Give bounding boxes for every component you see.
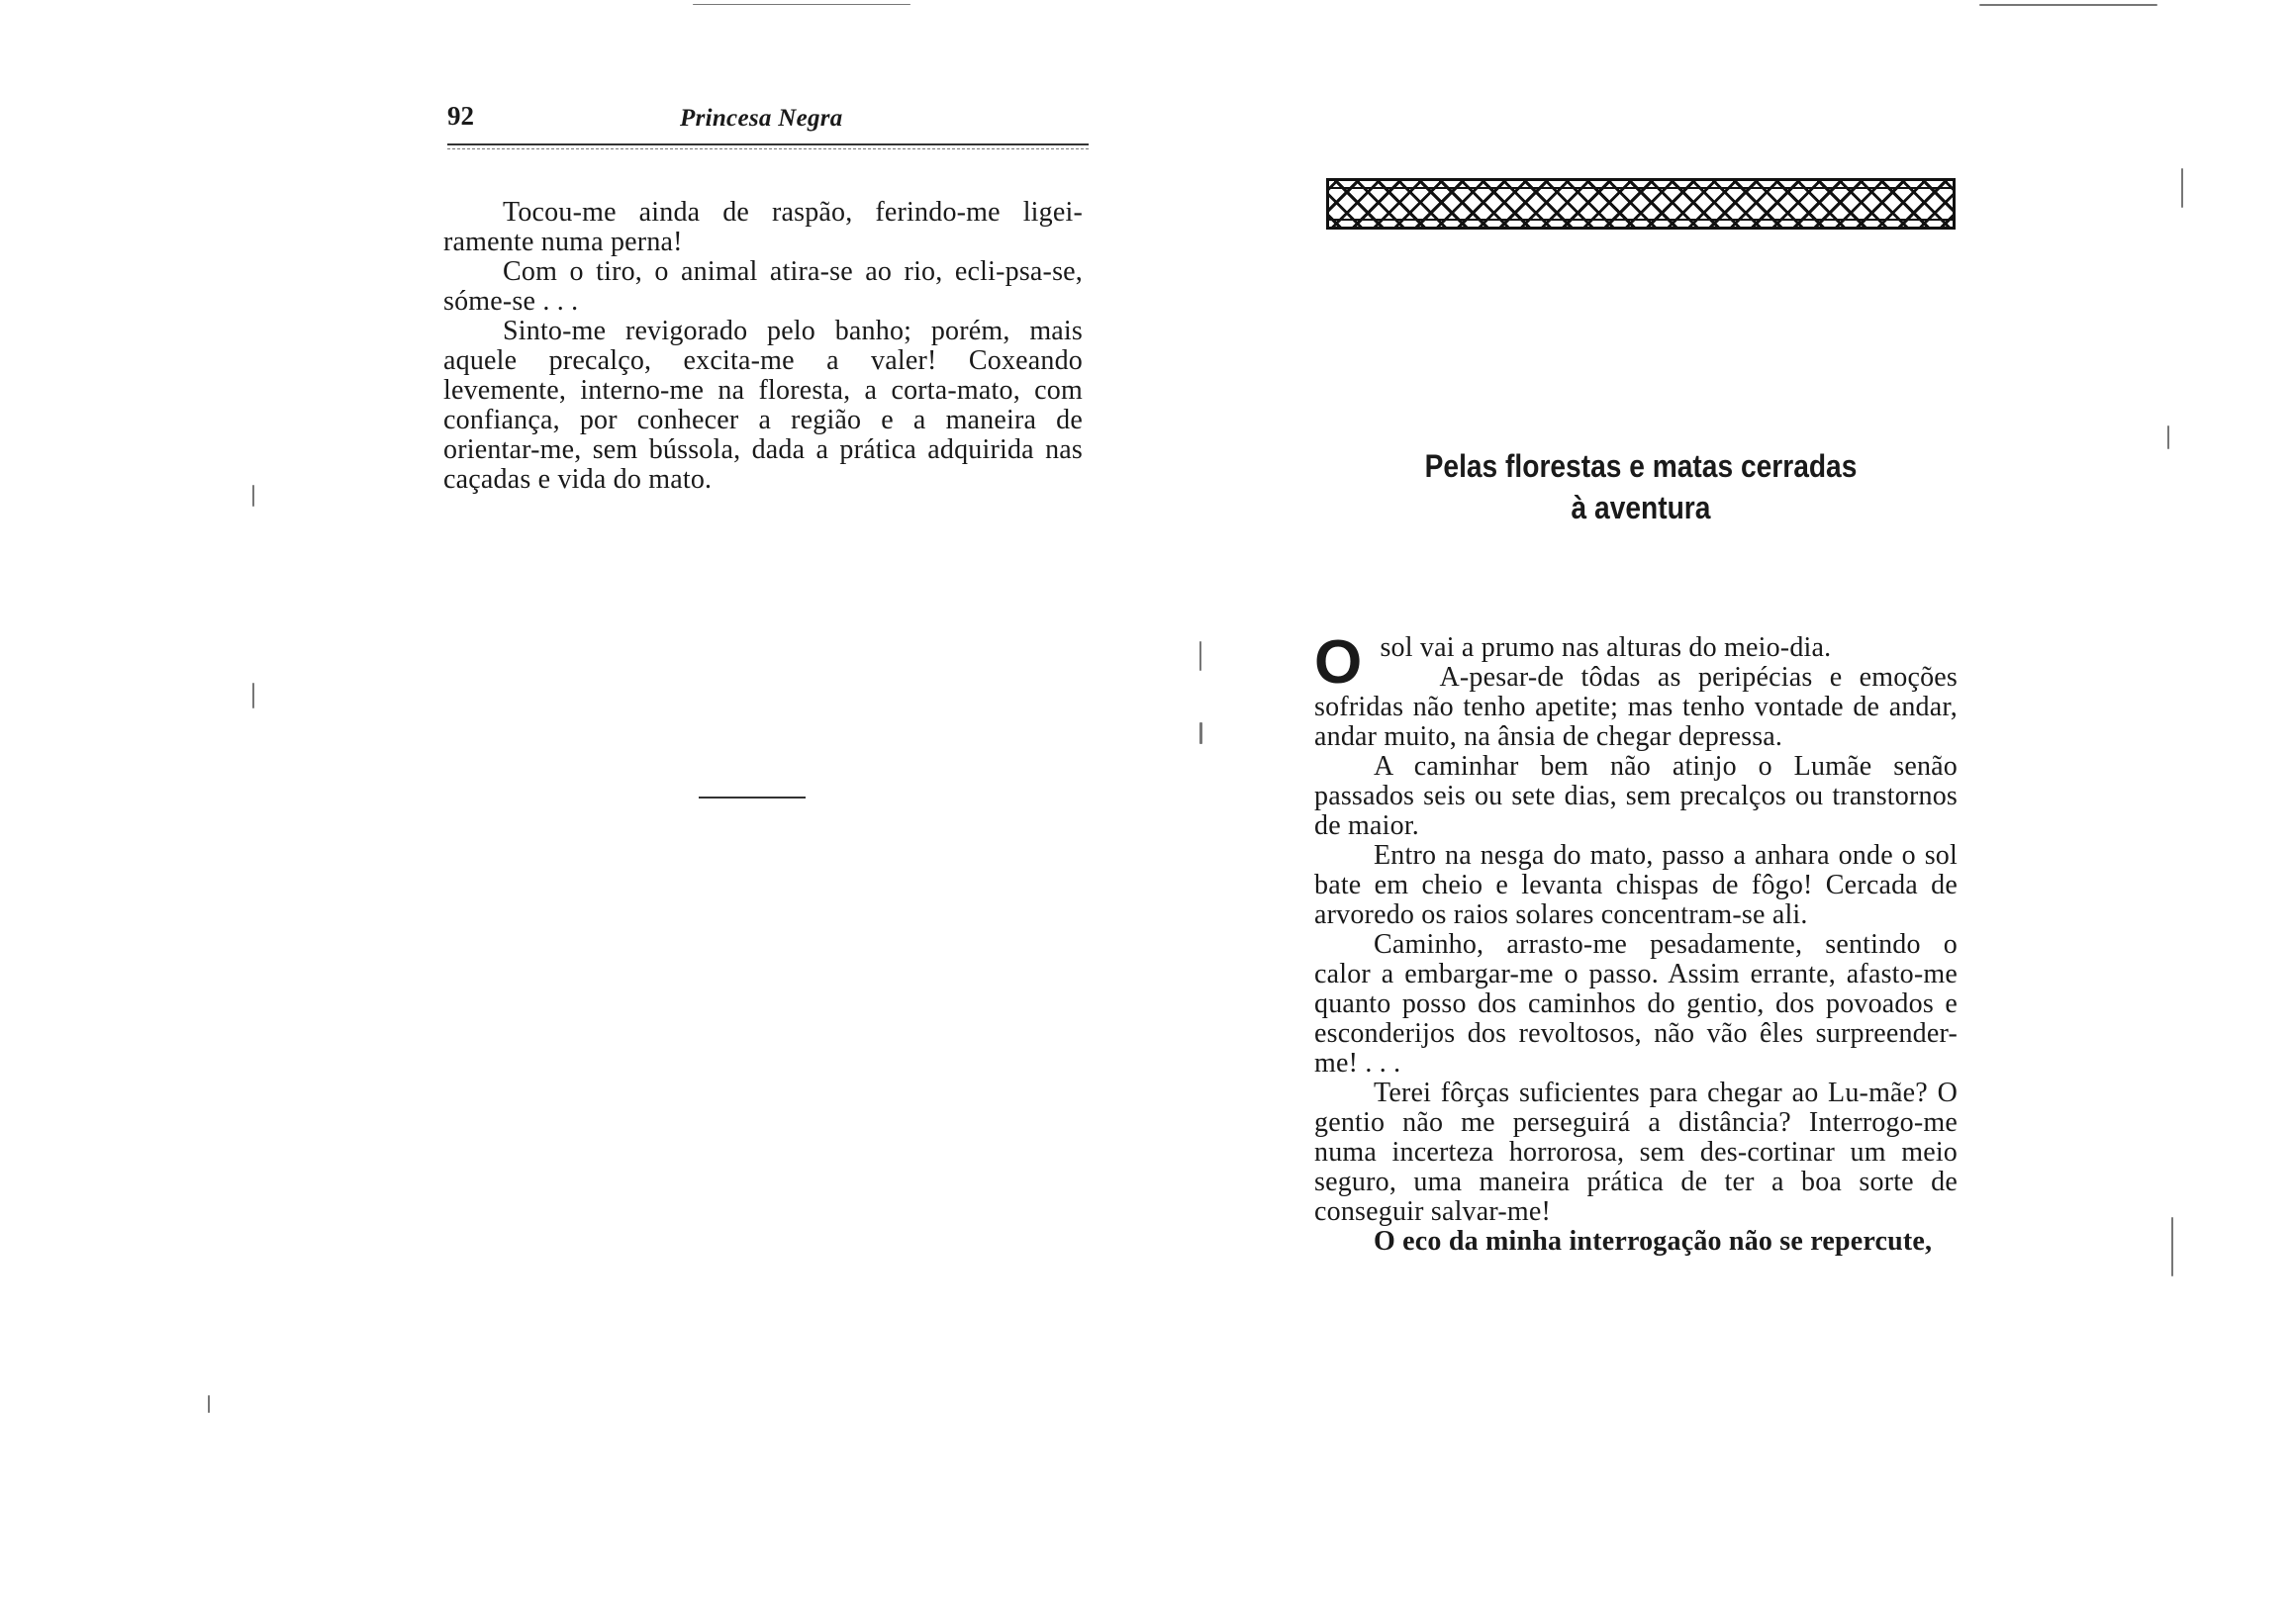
paragraph: A-pesar-de tôdas as peripécias e emoções sofridas não tenho apetite; mas tenho vontade de andar, andar muito, na ânsia de chegar depressa.: [1314, 662, 1958, 752]
page-header: [447, 101, 1089, 141]
scan-artifact: [252, 683, 254, 708]
scan-artifact: [1199, 722, 1202, 744]
running-title: Princesa Negra: [680, 105, 843, 132]
paragraph: Caminho, arrasto-me pesadamente, sentindo o calor a embargar-me o passo. Assim errante, afasto-me quanto posso dos caminhos do gentio, dos povoados e esconderijos dos revoltosos, não vão êles surpreender-me! . . .: [1314, 929, 1958, 1079]
paragraph: Tocou-me ainda de raspão, ferindo-me ligei-ramente numa perna!: [443, 197, 1083, 257]
ornamental-band: [1326, 178, 1956, 230]
left-body-text: [443, 198, 1083, 495]
paragraph: O eco da minha interrogação não se repercute,: [1374, 1226, 1933, 1257]
scan-artifact: [1979, 4, 2157, 6]
drop-cap: O: [1314, 628, 1363, 697]
header-rule: [447, 143, 1089, 145]
paragraph: Entro na nesga do mato, passo a anhara onde o sol bate em cheio e levanta chispas de fôgo! Cercada de arvoredo os raios solares concentram-se ali.: [1314, 840, 1958, 930]
scan-artifact: [208, 1395, 210, 1413]
chapter-title-line: Pelas florestas e matas cerradas: [1424, 448, 1858, 484]
opening-paragraph: [1314, 628, 1958, 697]
section-end-rule: [699, 797, 806, 799]
paragraph: Com o tiro, o animal atira-se ao rio, ecli-psa-se, sóme-se . . .: [443, 256, 1083, 317]
right-body-text: [1314, 628, 1958, 1257]
paragraph: A caminhar bem não atinjo o Lumãe senão passados seis ou sete dias, sem precalços ou transtornos de maior.: [1314, 751, 1958, 841]
paragraph: Terei fôrças suficientes para chegar ao Lu-mãe? O gentio não me perseguirá a distância? Interrogo-me numa incerteza horrorosa, sem des-cortinar um meio seguro, uma maneira prática de ter a boa sorte de conseguir salvar-me!: [1314, 1078, 1958, 1227]
scan-artifact: [693, 4, 910, 5]
page-number: 92: [447, 101, 474, 131]
scan-artifact: [2167, 425, 2169, 449]
opening-line: sol vai a prumo nas alturas do meio-dia.: [1380, 632, 1832, 663]
paragraph: Sinto-me revigorado pelo banho; porém, mais aquele precalço, excita-me a valer! Coxeando levemente, interno-me na floresta, a corta-mato, com confiança, por conhecer a região e a maneira de orientar-me, sem bússola, dada a prática adquirida nas caçadas e vida do mato.: [443, 316, 1083, 495]
chapter-title: [1364, 445, 1918, 528]
chapter-title-line: à aventura: [1571, 490, 1711, 525]
scan-artifact: [2171, 1217, 2173, 1276]
scan-artifact: [1199, 641, 1201, 671]
scan-artifact: [252, 485, 254, 507]
header-rule-secondary: [447, 148, 1089, 149]
scan-artifact: [2181, 168, 2183, 208]
